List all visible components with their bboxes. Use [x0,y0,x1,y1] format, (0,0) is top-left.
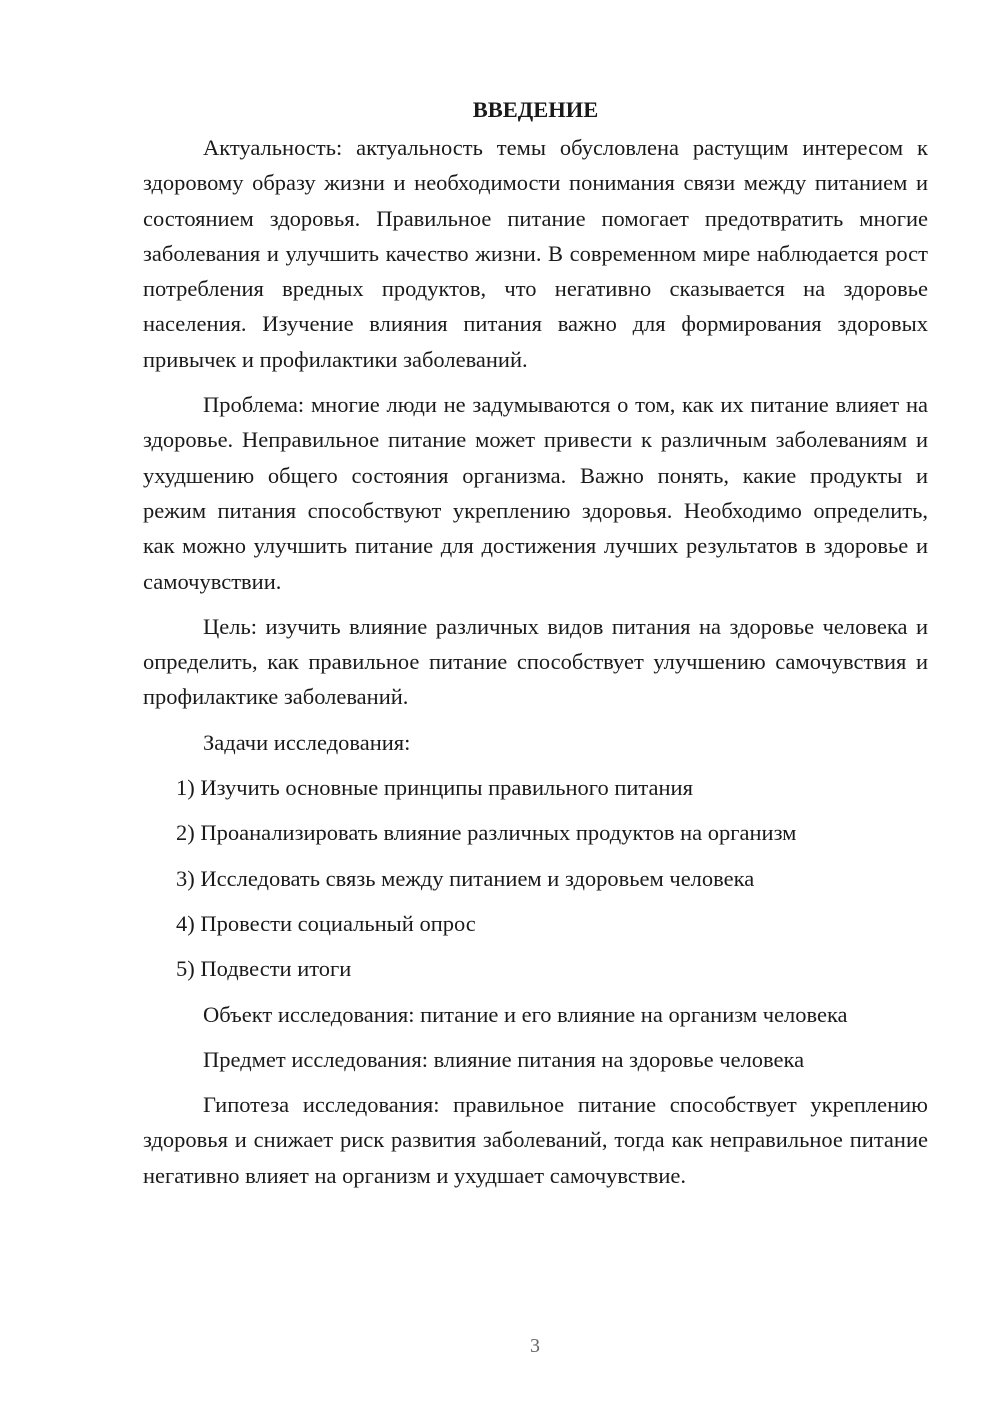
research-object: Объект исследования: питание и его влияние на организм человека [203,1001,848,1027]
list-item: 2) Проанализировать влияние различных продуктов на организм [176,820,797,846]
section-title: ВВЕДЕНИЕ [472,97,599,122]
goal-paragraph: Цель: изучить влияние различных видов питания на здоровье человека и определить, как правильное питание способствует улучшению самочувствия и профилактике заболеваний. [143,613,928,710]
tasks-list [143,770,928,986]
page-number: 3 [530,1335,540,1357]
document-page [143,92,928,1203]
list-item: 1) Изучить основные принципы правильного питания [176,775,693,801]
hypothesis-paragraph: Гипотеза исследования: правильное питание способствует укреплению здоровья и снижает риск развития заболеваний, тогда как неправильное питание негативно влияет на организм и ухудшает самочувствие. [143,1092,928,1188]
tasks-heading: Задачи исследования: [203,729,411,755]
relevance-paragraph: Актуальность: актуальность темы обусловлена растущим интересом к здоровому образу жизни и необходимости понимания связи между питанием и состоянием здоровья. Правильное питание помогает предотвратить многие заболевания и улучшить качество жизни. В современном мире наблюдается рост потребления вредных продуктов, что негативно сказывается на здоровье населения. Изучение влияния питания важно для формирования здоровых привычек и профилактики заболеваний. [143,135,928,372]
research-subject: Предмет исследования: влияние питания на здоровье человека [203,1046,805,1072]
list-item: 4) Провести социальный опрос [176,910,476,936]
problem-paragraph: Проблема: многие люди не задумываются о том, как их питание влияет на здоровье. Неправильное питание может привести к различным заболеваниям и ухудшению общего состояния организма. Важно понять, какие продукты и режим питания способствуют укреплению здоровья. Необходимо определить, как можно улучшить питание для достижения лучших результатов в здоровье и самочувствии. [143,392,928,594]
list-item: 3) Исследовать связь между питанием и здоровьем человека [176,865,755,891]
list-item: 5) Подвести итоги [176,956,352,982]
